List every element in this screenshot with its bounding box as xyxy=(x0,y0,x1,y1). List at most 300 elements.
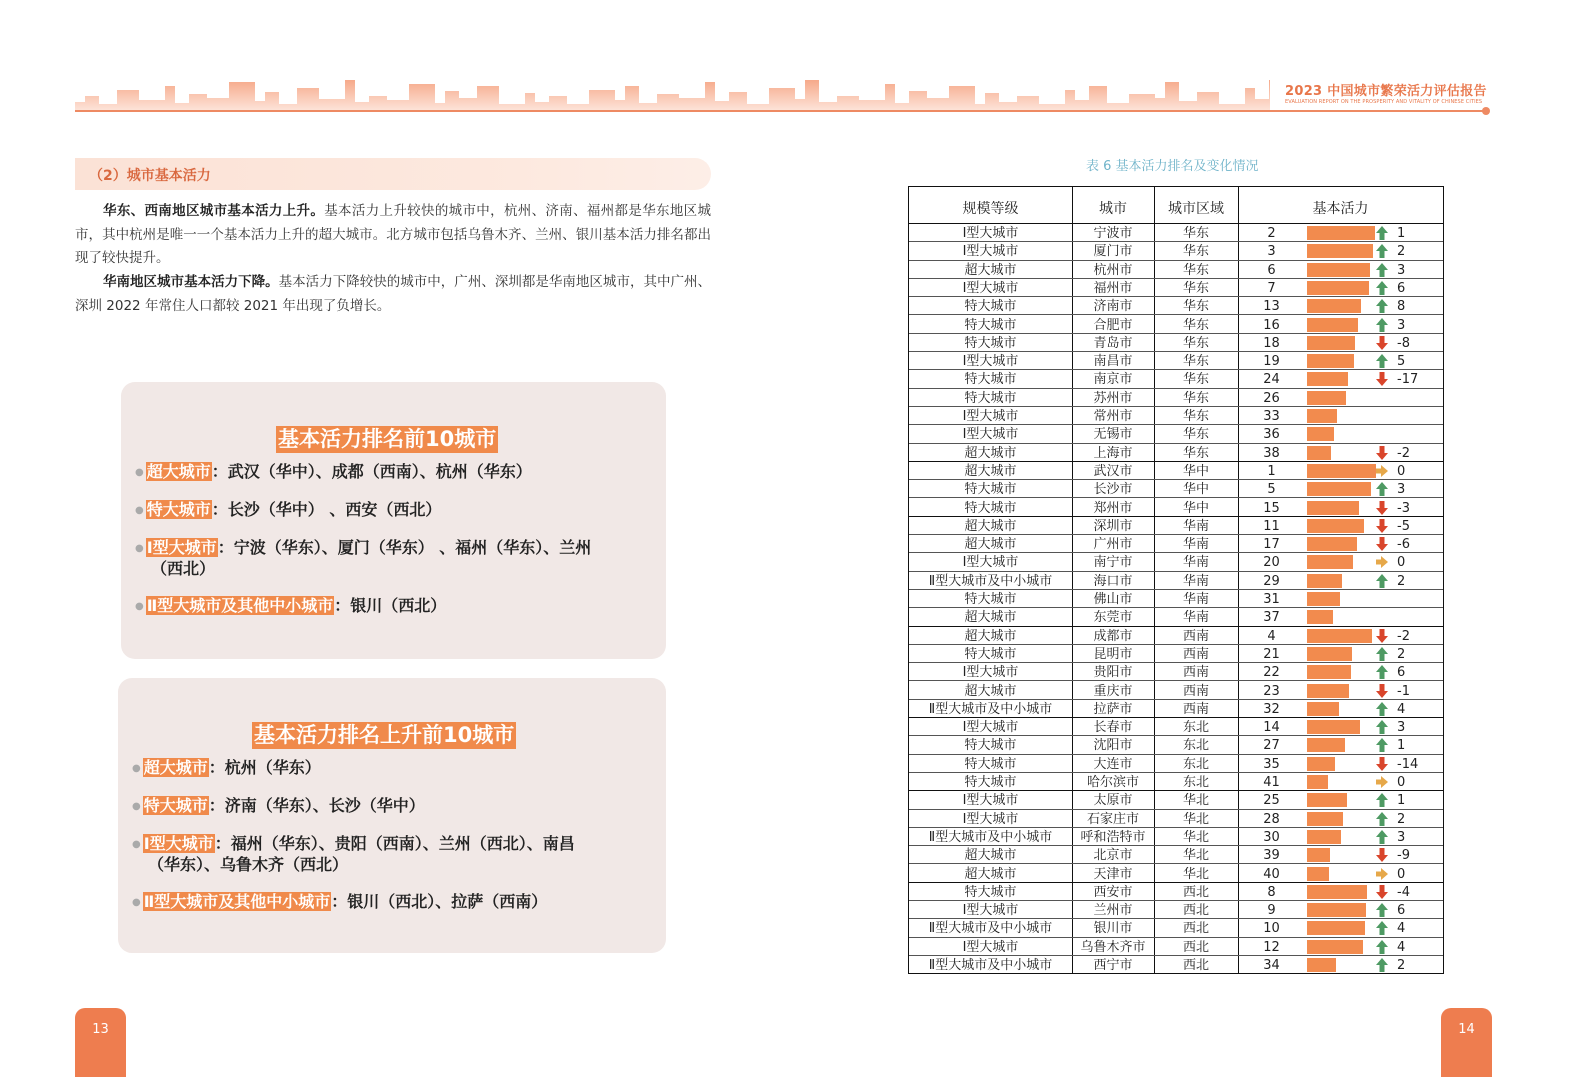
cell-rank: 7 xyxy=(1267,280,1276,296)
cell-city: 上海市 xyxy=(1093,445,1133,461)
arrow-up-icon xyxy=(1375,646,1389,662)
arrow-up-icon xyxy=(1375,701,1389,717)
table-caption: 表 6 基本活力排名及变化情况 xyxy=(1086,159,1259,174)
top10-text-4: ：银川（西北） xyxy=(334,596,447,615)
cell-region: 华东 xyxy=(1182,445,1209,461)
cell-change: -9 xyxy=(1397,848,1410,864)
cell-city: 福州市 xyxy=(1093,280,1133,296)
cell-rank: 17 xyxy=(1263,537,1280,553)
cell-change: -17 xyxy=(1397,372,1419,388)
cell-city: 石家庄市 xyxy=(1086,811,1139,827)
cell-rank: 5 xyxy=(1267,482,1276,498)
table-row xyxy=(909,389,1443,407)
cell-level: Ⅱ型大城市及中小城市 xyxy=(928,701,1053,717)
cell-rank: 13 xyxy=(1263,299,1280,315)
arrow-up-icon xyxy=(1375,920,1389,936)
cell-change: 1 xyxy=(1397,793,1406,809)
rise10-box xyxy=(118,678,666,953)
cell-region: 东北 xyxy=(1182,756,1209,772)
cell-region: 华南 xyxy=(1182,610,1209,626)
cell-rank: 11 xyxy=(1263,518,1280,534)
cell-rank: 39 xyxy=(1263,848,1280,864)
table-row xyxy=(909,682,1443,700)
rank-bar xyxy=(1307,427,1334,441)
cell-city: 大连市 xyxy=(1093,756,1133,772)
arrow-down-icon xyxy=(1375,536,1389,552)
rise10-line-1 xyxy=(132,757,321,781)
paragraph-1-lead: 华东、西南地区城市基本活力上升。 xyxy=(103,203,325,219)
cell-region: 西南 xyxy=(1182,701,1209,717)
table-row xyxy=(909,425,1443,443)
cell-change: 0 xyxy=(1397,866,1406,882)
cell-level: 超大城市 xyxy=(964,628,1017,644)
rank-bar xyxy=(1307,354,1354,368)
arrow-down-icon xyxy=(1375,518,1389,534)
rank-bar xyxy=(1307,812,1343,826)
rank-bar xyxy=(1307,537,1357,551)
cell-level: 超大城市 xyxy=(964,463,1017,479)
top10-line-1 xyxy=(135,461,532,485)
cell-rank: 27 xyxy=(1263,738,1280,754)
table-row xyxy=(909,462,1443,480)
cell-city: 南京市 xyxy=(1093,372,1133,388)
cell-city: 苏州市 xyxy=(1093,390,1133,406)
cell-change: 0 xyxy=(1397,463,1406,479)
cell-change: -3 xyxy=(1397,500,1410,516)
cell-rank: 36 xyxy=(1263,427,1280,443)
cell-region: 华东 xyxy=(1182,262,1209,278)
arrow-right-icon xyxy=(1375,554,1389,570)
cell-region: 西南 xyxy=(1182,628,1209,644)
vitality-table xyxy=(908,186,1444,974)
cell-city: 合肥市 xyxy=(1093,317,1133,333)
cell-region: 华东 xyxy=(1182,335,1209,351)
cell-rank: 33 xyxy=(1263,409,1280,424)
rank-bar xyxy=(1307,336,1355,350)
col-header-vitality: 基本活力 xyxy=(1312,201,1369,217)
cell-region: 华东 xyxy=(1182,427,1209,443)
top10-tag-4: Ⅱ型大城市及其他中小城市 xyxy=(146,596,334,615)
cell-change: 4 xyxy=(1397,701,1406,717)
cell-region: 华东 xyxy=(1182,299,1209,315)
table-row xyxy=(909,572,1443,590)
cell-region: 华东 xyxy=(1182,244,1209,260)
arrow-up-icon xyxy=(1375,317,1389,333)
arrow-down-icon xyxy=(1375,445,1389,461)
table-row xyxy=(909,700,1443,718)
rank-bar xyxy=(1307,299,1361,313)
rise10-tag-2: 特大城市 xyxy=(143,796,208,815)
paragraph-1 xyxy=(75,200,711,271)
paragraph-2-body: 基本活力下降较快的城市中，广州、深圳都是华南地区城市，其中广州、深圳 2022 年常住人口都较 2021 年出现了负增长。 xyxy=(75,274,712,314)
cell-change: -2 xyxy=(1397,628,1410,644)
cell-level: 超大城市 xyxy=(964,683,1017,699)
rank-bar xyxy=(1307,501,1359,515)
cell-city: 海口市 xyxy=(1093,573,1133,589)
cell-change: 6 xyxy=(1397,665,1406,681)
cell-change: 4 xyxy=(1397,921,1406,937)
rank-bar xyxy=(1307,702,1339,716)
cell-change: 0 xyxy=(1397,775,1406,790)
top10-box-title: 基本活力排名前10城市 xyxy=(278,427,497,451)
cell-level: Ⅰ型大城市 xyxy=(962,903,1019,919)
cell-level: 特大城市 xyxy=(964,317,1017,333)
cell-city: 西安市 xyxy=(1093,884,1133,900)
rise10-text-1: ：杭州（华东） xyxy=(208,758,321,777)
table-row xyxy=(909,919,1443,937)
cell-city: 长沙市 xyxy=(1093,482,1133,498)
rise10-tag-4: Ⅱ型大城市及其他中小城市 xyxy=(143,892,331,911)
cell-level: Ⅰ型大城市 xyxy=(962,244,1019,260)
cell-region: 华中 xyxy=(1182,463,1209,479)
cell-city: 昆明市 xyxy=(1093,646,1133,662)
cell-city: 常州市 xyxy=(1093,409,1133,424)
rank-bar xyxy=(1307,958,1336,972)
cell-level: 超大城市 xyxy=(964,848,1017,864)
table-row xyxy=(909,718,1443,736)
cell-rank: 20 xyxy=(1263,555,1280,571)
cell-level: 特大城市 xyxy=(964,775,1017,790)
section-heading-text: （2）城市基本活力 xyxy=(89,168,211,184)
cell-region: 华东 xyxy=(1182,317,1209,333)
cell-city: 银川市 xyxy=(1093,921,1133,937)
cell-city: 杭州市 xyxy=(1093,262,1133,278)
top10-text-3: ：宁波（华东）、厦门（华东） 、福州（华东）、兰州 xyxy=(217,538,592,557)
cell-city: 南昌市 xyxy=(1093,354,1133,370)
cell-city: 东莞市 xyxy=(1093,610,1133,626)
cell-region: 华东 xyxy=(1182,354,1209,370)
rise10-text-3: ：福州（华东）、贵阳（西南）、兰州（西北）、南昌 xyxy=(214,834,575,853)
cell-rank: 18 xyxy=(1263,335,1280,351)
cell-region: 西南 xyxy=(1182,646,1209,662)
page-number-left: 13 xyxy=(75,1008,126,1077)
page-number-right: 14 xyxy=(1441,1008,1492,1077)
top10-line-2 xyxy=(135,499,441,523)
cell-change: -14 xyxy=(1397,756,1419,772)
cell-level: Ⅰ型大城市 xyxy=(962,354,1019,370)
cell-city: 拉萨市 xyxy=(1093,701,1133,717)
cell-change: 8 xyxy=(1397,299,1406,315)
top10-box xyxy=(121,382,666,659)
cell-city: 哈尔滨市 xyxy=(1086,775,1139,790)
cell-rank: 40 xyxy=(1263,866,1280,882)
cell-region: 华北 xyxy=(1182,866,1209,882)
rank-bar xyxy=(1307,885,1367,899)
cell-change: 6 xyxy=(1397,280,1406,296)
table-row xyxy=(909,242,1443,260)
cell-change: 3 xyxy=(1397,262,1406,278)
arrow-down-icon xyxy=(1375,500,1389,516)
cell-region: 华北 xyxy=(1182,848,1209,864)
bullet-icon: ● xyxy=(132,839,141,850)
cell-region: 华东 xyxy=(1182,409,1209,424)
arrow-up-icon xyxy=(1375,481,1389,497)
arrow-up-icon xyxy=(1375,829,1389,845)
cell-change: 2 xyxy=(1397,958,1406,973)
cell-level: 特大城市 xyxy=(964,390,1017,406)
cell-region: 华东 xyxy=(1182,226,1209,241)
cell-change: 1 xyxy=(1397,226,1406,241)
cell-city: 贵阳市 xyxy=(1093,665,1133,681)
cell-city: 厦门市 xyxy=(1093,244,1133,260)
arrow-up-icon xyxy=(1375,939,1389,955)
arrow-right-icon xyxy=(1375,774,1389,790)
cell-city: 西宁市 xyxy=(1093,958,1133,973)
cell-city: 无锡市 xyxy=(1093,427,1133,443)
arrow-down-icon xyxy=(1375,335,1389,351)
arrow-up-icon xyxy=(1375,719,1389,735)
cell-region: 西北 xyxy=(1182,921,1209,937)
table-row xyxy=(909,901,1443,919)
cell-change: -1 xyxy=(1397,683,1410,699)
table-row xyxy=(909,627,1443,645)
cell-rank: 19 xyxy=(1263,354,1280,370)
cell-city: 深圳市 xyxy=(1093,518,1133,534)
arrow-up-icon xyxy=(1375,664,1389,680)
cell-change: 2 xyxy=(1397,573,1406,589)
table-row xyxy=(909,279,1443,297)
table-row xyxy=(909,865,1443,883)
rank-bar xyxy=(1307,665,1351,679)
cell-level: Ⅰ型大城市 xyxy=(962,939,1019,955)
cell-region: 华北 xyxy=(1182,829,1209,845)
cell-city: 兰州市 xyxy=(1093,903,1133,919)
cell-level: 超大城市 xyxy=(964,445,1017,461)
cell-change: -8 xyxy=(1397,335,1410,351)
cell-level: 特大城市 xyxy=(964,372,1017,388)
rank-bar xyxy=(1307,318,1358,332)
arrow-down-icon xyxy=(1375,683,1389,699)
rank-bar xyxy=(1307,263,1370,277)
header-rule xyxy=(75,110,1485,112)
cell-change: 4 xyxy=(1397,939,1406,955)
arrow-down-icon xyxy=(1375,371,1389,387)
col-header-level: 规模等级 xyxy=(962,201,1019,217)
cell-region: 华南 xyxy=(1182,518,1209,534)
cell-level: 超大城市 xyxy=(964,537,1017,553)
cell-region: 西北 xyxy=(1182,884,1209,900)
rank-bar xyxy=(1307,244,1373,258)
rise10-line-3-cont: （华东）、乌鲁木齐（西北） xyxy=(148,855,349,874)
cell-change: 3 xyxy=(1397,482,1406,498)
cell-rank: 22 xyxy=(1263,665,1280,681)
rank-bar xyxy=(1307,409,1337,423)
rank-bar xyxy=(1307,647,1352,661)
cell-rank: 30 xyxy=(1263,829,1280,845)
top10-text-2: ：长沙（华中） 、西安（西北） xyxy=(211,500,442,519)
arrow-up-icon xyxy=(1375,298,1389,314)
cell-region: 西北 xyxy=(1182,939,1209,955)
table-row xyxy=(909,828,1443,846)
rank-bar xyxy=(1307,610,1333,624)
cell-level: Ⅱ型大城市及中小城市 xyxy=(928,921,1053,937)
cell-rank: 10 xyxy=(1263,921,1280,937)
arrow-up-icon xyxy=(1375,225,1389,241)
arrow-down-icon xyxy=(1375,847,1389,863)
table-row xyxy=(909,535,1443,553)
cell-rank: 16 xyxy=(1263,317,1280,333)
cell-city: 长春市 xyxy=(1093,720,1133,736)
arrow-down-icon xyxy=(1375,884,1389,900)
table-row xyxy=(909,956,1443,974)
cell-change: 3 xyxy=(1397,720,1406,736)
cell-rank: 26 xyxy=(1263,390,1280,406)
cell-level: 超大城市 xyxy=(964,262,1017,278)
cell-rank: 28 xyxy=(1263,811,1280,827)
rank-bar xyxy=(1307,921,1365,935)
top10-line-3-cont: （西北） xyxy=(151,559,216,578)
arrow-up-icon xyxy=(1375,243,1389,259)
cell-region: 华南 xyxy=(1182,573,1209,589)
cell-change: 0 xyxy=(1397,555,1406,571)
cell-city: 武汉市 xyxy=(1093,463,1133,479)
table-row xyxy=(909,480,1443,498)
rank-bar xyxy=(1307,720,1360,734)
table-row xyxy=(909,553,1443,571)
cell-change: -4 xyxy=(1397,884,1410,900)
cell-rank: 3 xyxy=(1267,244,1276,260)
table-row xyxy=(909,352,1443,370)
top10-tag-1: 超大城市 xyxy=(146,462,211,481)
rank-bar xyxy=(1307,775,1328,789)
arrow-up-icon xyxy=(1375,792,1389,808)
cell-rank: 38 xyxy=(1263,445,1280,461)
cell-region: 华东 xyxy=(1182,372,1209,388)
cell-region: 华北 xyxy=(1182,793,1209,809)
arrow-down-icon xyxy=(1375,628,1389,644)
table-row xyxy=(909,499,1443,517)
cell-level: 特大城市 xyxy=(964,738,1017,754)
cell-city: 呼和浩特市 xyxy=(1080,829,1146,845)
cell-level: 超大城市 xyxy=(964,610,1017,626)
table-row xyxy=(909,444,1443,462)
cell-rank: 32 xyxy=(1263,701,1280,717)
cell-rank: 41 xyxy=(1263,775,1280,790)
cell-region: 华南 xyxy=(1182,592,1209,607)
cell-region: 东北 xyxy=(1182,738,1209,754)
rank-bar xyxy=(1307,226,1375,240)
cell-region: 华中 xyxy=(1182,482,1209,498)
cell-rank: 15 xyxy=(1263,500,1280,516)
cell-city: 广州市 xyxy=(1093,537,1133,553)
cell-level: Ⅰ型大城市 xyxy=(962,793,1019,809)
cell-level: 超大城市 xyxy=(964,518,1017,534)
arrow-right-icon xyxy=(1375,463,1389,479)
rise10-tag-1: 超大城市 xyxy=(143,758,208,777)
table-row xyxy=(909,938,1443,956)
cell-city: 重庆市 xyxy=(1093,683,1133,699)
cell-city: 太原市 xyxy=(1093,793,1133,809)
cell-region: 西北 xyxy=(1182,903,1209,919)
cell-level: Ⅰ型大城市 xyxy=(962,811,1019,827)
arrow-up-icon xyxy=(1375,902,1389,918)
cell-region: 华南 xyxy=(1182,555,1209,571)
bullet-icon: ● xyxy=(135,467,144,478)
cell-region: 西南 xyxy=(1182,665,1209,681)
bullet-icon: ● xyxy=(135,543,144,554)
top10-line-4 xyxy=(135,595,446,619)
cell-change: 3 xyxy=(1397,317,1406,333)
report-subtitle: EVALUATION REPORT ON THE PROSPERITY AND VITALITY OF CHINESE CITIES xyxy=(1285,99,1483,105)
paragraph-2-lead: 华南地区城市基本活力下降。 xyxy=(103,274,279,290)
cell-rank: 25 xyxy=(1263,793,1280,809)
rank-bar xyxy=(1307,555,1353,569)
cell-level: 特大城市 xyxy=(964,335,1017,351)
cell-change: 3 xyxy=(1397,829,1406,845)
cell-region: 华东 xyxy=(1182,280,1209,296)
cell-city: 宁波市 xyxy=(1093,226,1133,241)
cell-city: 佛山市 xyxy=(1093,592,1133,607)
cell-level: 特大城市 xyxy=(964,756,1017,772)
cell-level: Ⅰ型大城市 xyxy=(962,409,1019,424)
rank-bar xyxy=(1307,684,1349,698)
rank-bar xyxy=(1307,848,1330,862)
arrow-up-icon xyxy=(1375,957,1389,973)
table-row xyxy=(909,773,1443,791)
cell-region: 华东 xyxy=(1182,390,1209,406)
rank-bar xyxy=(1307,757,1335,771)
rise10-text-4: ：银川（西北）、拉萨（西南） xyxy=(331,892,548,911)
rank-bar xyxy=(1307,281,1369,295)
table-row xyxy=(909,261,1443,279)
arrow-up-icon xyxy=(1375,353,1389,369)
table-row xyxy=(909,736,1443,754)
cell-change: -2 xyxy=(1397,445,1410,461)
arrow-up-icon xyxy=(1375,573,1389,589)
arrow-up-icon xyxy=(1375,262,1389,278)
cell-rank: 21 xyxy=(1263,646,1280,662)
cell-region: 东北 xyxy=(1182,720,1209,736)
skyline-decoration xyxy=(75,74,1270,110)
cell-region: 华南 xyxy=(1182,537,1209,553)
report-title: 2023 中国城市繁荣活力评估报告 xyxy=(1285,84,1487,99)
section-heading xyxy=(75,158,711,190)
cell-city: 青岛市 xyxy=(1093,335,1133,351)
cell-level: Ⅰ型大城市 xyxy=(962,280,1019,296)
rise10-text-2: ：济南（华东）、长沙（华中） xyxy=(208,796,425,815)
rank-bar xyxy=(1307,592,1340,606)
cell-rank: 2 xyxy=(1267,226,1276,241)
cell-change: -6 xyxy=(1397,537,1410,553)
rank-bar xyxy=(1307,391,1346,405)
cell-rank: 8 xyxy=(1267,884,1276,900)
rise10-tag-3: Ⅰ型大城市 xyxy=(143,834,214,853)
cell-rank: 12 xyxy=(1263,939,1280,955)
cell-change: 2 xyxy=(1397,811,1406,827)
table-row xyxy=(909,590,1443,608)
arrow-up-icon xyxy=(1375,737,1389,753)
rank-bar xyxy=(1307,738,1345,752)
cell-city: 沈阳市 xyxy=(1093,738,1133,754)
table-row xyxy=(909,407,1443,425)
cell-change: 2 xyxy=(1397,646,1406,662)
bullet-icon: ● xyxy=(132,801,141,812)
cell-region: 西南 xyxy=(1182,683,1209,699)
bullet-icon: ● xyxy=(135,601,144,612)
cell-level: Ⅱ型大城市及中小城市 xyxy=(928,573,1053,589)
cell-city: 乌鲁木齐市 xyxy=(1080,939,1146,955)
rank-bar xyxy=(1307,629,1372,643)
cell-change: 1 xyxy=(1397,738,1406,754)
rank-bar xyxy=(1307,519,1364,533)
cell-rank: 1 xyxy=(1267,463,1276,479)
header-rule-dot xyxy=(1482,107,1490,115)
top10-tag-2: 特大城市 xyxy=(146,500,211,519)
table-row xyxy=(909,334,1443,352)
arrow-down-icon xyxy=(1375,756,1389,772)
table-row xyxy=(909,297,1443,315)
rank-bar xyxy=(1307,830,1341,844)
